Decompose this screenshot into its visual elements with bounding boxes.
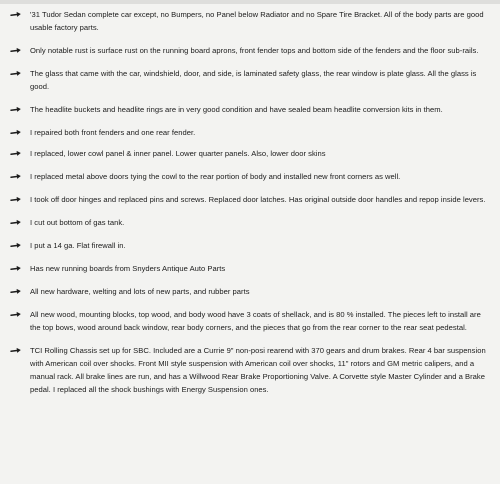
list-item bbox=[10, 44, 486, 57]
arrow-right-icon bbox=[10, 344, 30, 357]
arrow-right-icon bbox=[10, 308, 30, 321]
list-item bbox=[10, 170, 486, 183]
list-item-text: All new wood, mounting blocks, top wood, and body wood have 3 coats of shellack, and is 80 % installed. The pieces left to install are the top bows, wood around back window, rear body corners, and the pieces that go from the rear corner to the rear seat pedestal. bbox=[30, 310, 483, 332]
list-item bbox=[10, 193, 486, 206]
arrow-right-icon bbox=[10, 103, 30, 116]
list-item bbox=[10, 103, 486, 116]
arrow-right-icon bbox=[10, 216, 30, 229]
feature-list bbox=[10, 8, 486, 396]
list-item bbox=[10, 147, 486, 160]
arrow-right-icon bbox=[10, 67, 30, 80]
list-item-text: All new hardware, welting and lots of new parts, and rubber parts bbox=[30, 287, 250, 296]
list-item-text: '31 Tudor Sedan complete car except, no Bumpers, no Panel below Radiator and no Spare Tire Bracket. All of the body parts are good usable factory parts. bbox=[30, 10, 486, 32]
list-item-text: TCI Rolling Chassis set up for SBC. Included are a Currie 9" non-posi rearend with 370 gears and drum brakes. Rear 4 bar suspension with American coil over shocks. Front MII style suspension with American coil over shocks, 11" rotors and GM metric calipers, and a manual rack. All brake lines are run, and has a Willwood Rear Brake Proportioning Valve. A Corvette style Master Cylinder and a Brake pedal. I replaced all the shock bushings with Energy Suspension ones. bbox=[30, 346, 488, 394]
list-item-text: Has new running boards from Snyders Antique Auto Parts bbox=[30, 264, 226, 273]
list-item-text: I repaired both front fenders and one rear fender. bbox=[30, 128, 196, 137]
list-item bbox=[10, 285, 486, 298]
list-item bbox=[10, 262, 486, 275]
list-item-text: I replaced, lower cowl panel & inner panel. Lower quarter panels. Also, lower door skins bbox=[30, 149, 326, 158]
list-item-text: I cut out bottom of gas tank. bbox=[30, 218, 125, 227]
list-item bbox=[10, 8, 486, 34]
scan-edge bbox=[0, 0, 500, 4]
arrow-right-icon bbox=[10, 126, 30, 139]
list-item bbox=[10, 239, 486, 252]
list-item bbox=[10, 308, 486, 334]
arrow-right-icon bbox=[10, 239, 30, 252]
list-item-text: I took off door hinges and replaced pins and screws. Replaced door latches. Has original outside door handles and repop inside levers. bbox=[30, 195, 486, 204]
arrow-right-icon bbox=[10, 285, 30, 298]
list-item bbox=[10, 126, 486, 139]
arrow-right-icon bbox=[10, 8, 30, 21]
list-item bbox=[10, 344, 486, 396]
list-item-text: I replaced metal above doors tying the cowl to the rear portion of body and installed new front corners as well. bbox=[30, 172, 401, 181]
list-item bbox=[10, 67, 486, 93]
arrow-right-icon bbox=[10, 262, 30, 275]
list-item-text: Only notable rust is surface rust on the running board aprons, front fender tops and bottom side of the fenders and the floor sub-rails. bbox=[30, 46, 479, 55]
arrow-right-icon bbox=[10, 147, 30, 160]
arrow-right-icon bbox=[10, 193, 30, 206]
list-item-text: The headlite buckets and headlite rings are in very good condition and have sealed beam headlite conversion kits in them. bbox=[30, 105, 443, 114]
arrow-right-icon bbox=[10, 170, 30, 183]
list-item bbox=[10, 216, 486, 229]
arrow-right-icon bbox=[10, 44, 30, 57]
list-item-text: I put a 14 ga. Flat firewall in. bbox=[30, 241, 126, 250]
list-item-text: The glass that came with the car, windshield, door, and side, is laminated safety glass, the rear window is plate glass. All the glass is good. bbox=[30, 69, 479, 91]
